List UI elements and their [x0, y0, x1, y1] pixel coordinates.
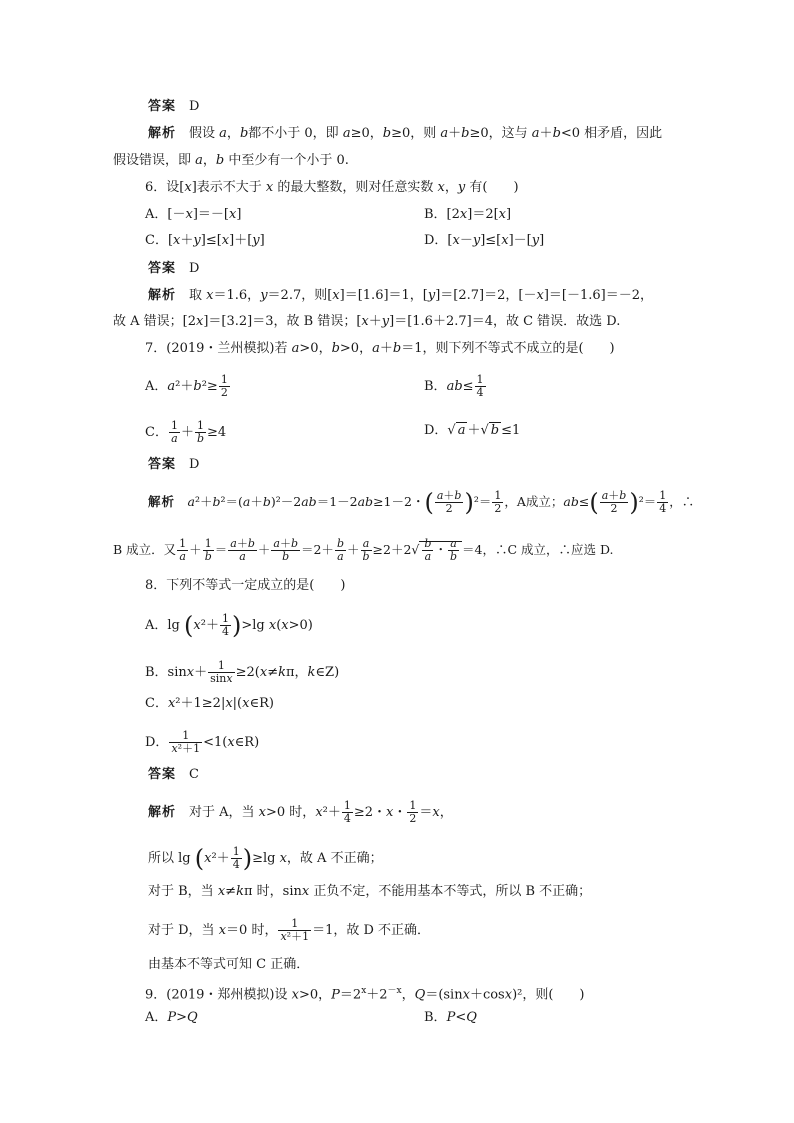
analysis-6-line2: 故 A 错误；[2x]＝[3.2]＝3，故 B 错误；[x＋y]＝[1.6＋2.7]＝4，故 C 错误．故选 D. [113, 314, 621, 329]
q9-option-a: A．P>Q [145, 1010, 198, 1025]
q9-option-b: B．P<Q [424, 1010, 477, 1025]
question-6: 6．设[x]表示不大于 x 的最大整数，则对任意实数 x，y 有( ) [145, 180, 519, 195]
analysis-8-line4: 对于 D，当 x＝0 时， $\frac{1}{\text{x²＋1}}$ ＝1，故 D 不正确． [148, 917, 431, 943]
q8-option-b: B．sinx＋ $\frac{1}{\sin x}$ ≥2(x≠kπ，k∈Z) [145, 659, 340, 685]
q6-option-d: D．[x－y]≤[x]－[y] [424, 233, 545, 248]
question-8: 8．下列不等式一定成立的是( ) [145, 578, 346, 593]
analysis-5-line1: 解析 假设 a，b都不小于 0，即 a≥0，b≥0，则 a＋b≥0，这与 a＋b<0 相矛盾，因此 [148, 126, 663, 141]
q8-option-d: D． $\frac{1}{\text{x²＋1}}$ <1(x∈R) [145, 729, 260, 755]
question-9: 9．(2019・郑州模拟)设 x>0，$P=2^x+2^{-x}$，Q＝(sinx＋cosx)²，则( ) [145, 986, 585, 1003]
q6-option-b: B．[2x]＝2[x] [424, 207, 512, 222]
analysis-6-line1: 解析 取 x＝1.6，y＝2.7，则[x]＝[1.6]＝1，[y]＝[2.7]＝2，[－x]＝[－1.6]＝－2， [148, 288, 653, 303]
analysis-7-line1: 解析 a²＋b²＝(a＋b)²－2ab＝1－2ab≥1－2・( $\frac{a+b}{2}$ )²＝ $\frac{1}{2}$ ，A成立；ab≤( $\frac{a+b}{2}$ )²＝ $\frac{1}{4}$ ，∴ [148, 488, 695, 517]
answer-label-7: 答案 D [148, 457, 200, 472]
analysis-8-line2: 所以 lg (x²＋ $\frac{1}{4}$ )≥lg x，故 A 不正确； [148, 844, 383, 873]
q6-option-c: C．[x＋y]≤[x]＋[y] [145, 233, 265, 248]
question-7: 7．(2019・兰州模拟)若 a>0，b>0，a＋b＝1，则下列不等式不成立的是( ) [145, 341, 615, 356]
analysis-8-line1: 解析 对于 A，当 x>0 时，x²＋ $\frac{1}{4}$ ≥2・x・ $\frac{1}{2}$ ＝x， [148, 799, 453, 825]
answer-label-5: 答案 D [148, 99, 200, 114]
q8-option-c: C．x²＋1≥2|x|(x∈R) [145, 696, 274, 711]
answer-label-6: 答案 D [148, 261, 200, 276]
analysis-8-line5: 由基本不等式可知 C 正确． [148, 957, 310, 972]
analysis-5-line2: 假设错误，即 a，b 中至少有一个小于 0. [113, 153, 349, 168]
q6-option-a: A．[－x]＝－[x] [145, 207, 242, 222]
q7-option-a: A．a²＋b²≥ $\frac{1}{2}$ [145, 373, 228, 399]
analysis-7-line2: B 成立．又 $\frac{1}{a}$ ＋ $\frac{1}{b}$ ＝ $\frac{a+b}{a}$ ＋ $\frac{a+b}{b}$ ＝2＋ $\frac{b}{a}$ ＋ $\frac{a}{b}$ ≥2＋2√ $\frac{b}{a}$ ・ $\frac{a}{b}$ ＝4，∴C 成立，∴应选 D. [113, 537, 614, 563]
answer-label-8: 答案 C [148, 767, 199, 782]
q7-option-c: C． $\frac{1}{a}$ ＋ $\frac{1}{b}$ ≥4 [145, 419, 227, 445]
q7-option-b: B．ab≤ $\frac{1}{4}$ [424, 373, 484, 399]
q7-option-d: D．√ a ＋√ b ≤1 [424, 423, 521, 438]
q8-option-a: A．lg (x²＋ $\frac{1}{4}$ )>lg x(x>0) [145, 611, 313, 640]
analysis-8-line3: 对于 B，当 x≠kπ 时，sinx 正负不定，不能用基本不等式，所以 B 不正确； [148, 884, 592, 899]
